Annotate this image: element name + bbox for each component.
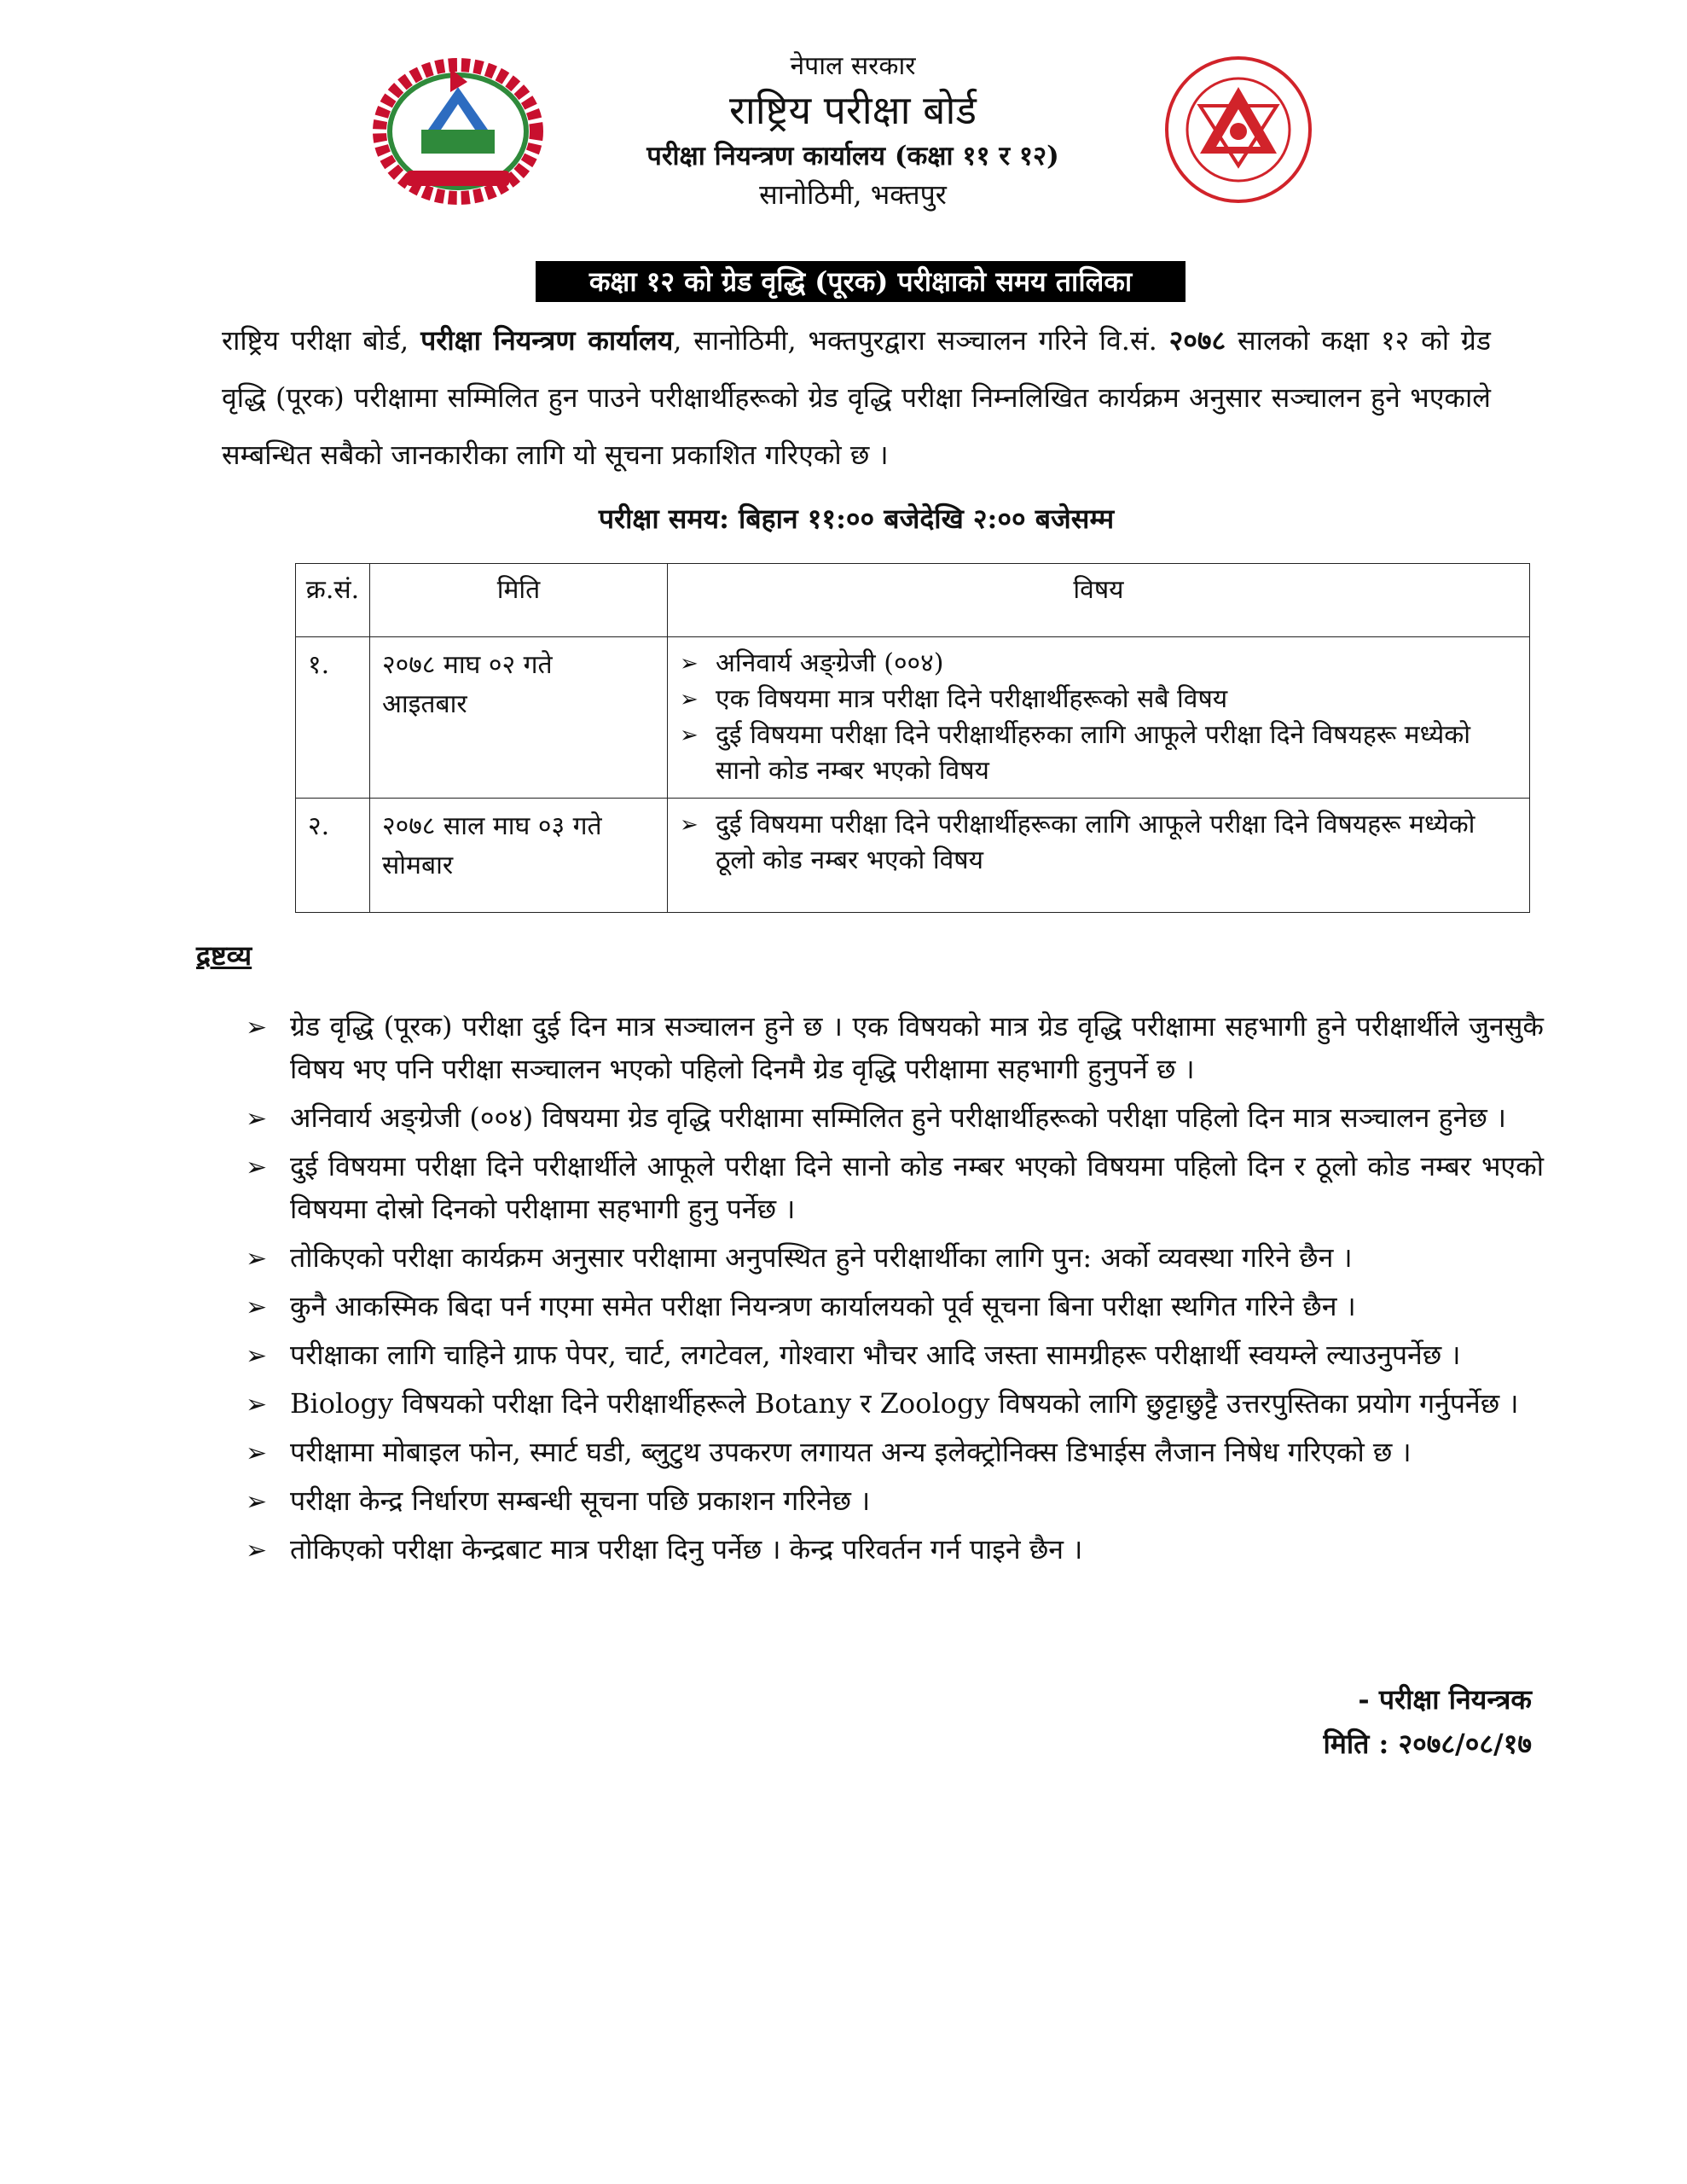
arrow-bullet-icon: ➢ bbox=[246, 1292, 268, 1322]
government-name: नेपाल सरकार bbox=[790, 51, 916, 81]
intro-text: , सानोठिमी, भक्तपुरद्वारा सञ्चालन गरिने वि.सं. bbox=[673, 324, 1169, 357]
notes-heading: द्रष्टव्य bbox=[196, 939, 252, 972]
row-sn: २. bbox=[296, 799, 370, 913]
list-item bbox=[246, 1431, 1544, 1473]
letterhead bbox=[546, 49, 1160, 213]
note-text: ग्रेड वृद्धि (पूरक) परीक्षा दुई दिन मात्र सञ्चालन हुने छ । एक विषयको मात्र ग्रेड वृद्धि परीक्षामा सहभागी हुने परीक्षार्थीले जुनसुकै विषय भए पनि परीक्षा सञ्चालन भएको पहिलो दिनमै ग्रेड वृद्धि परीक्षामा सहभागी हुनुपर्ने छ । bbox=[290, 1010, 1544, 1085]
arrow-bullet-icon: ➢ bbox=[246, 1244, 268, 1274]
list-item bbox=[246, 1236, 1544, 1279]
intro-text: राष्ट्रिय परीक्षा बोर्ड, bbox=[222, 324, 421, 357]
row-subjects bbox=[668, 637, 1530, 799]
note-text: तोकिएको परीक्षा केन्द्रबाट मात्र परीक्षा दिनु पर्नेछ । केन्द्र परिवर्तन गर्न पाइने छैन । bbox=[290, 1533, 1083, 1565]
row-day: सोमबार bbox=[382, 851, 454, 880]
subject-text: दुई विषयमा परीक्षा दिने परीक्षार्थीहरुका लागि आफूले परीक्षा दिने विषयहरू मध्येको सानो कोड नम्बर भएको विषय bbox=[716, 720, 1471, 786]
arrow-bullet-icon: ➢ bbox=[680, 812, 699, 838]
arrow-bullet-icon: ➢ bbox=[246, 1013, 268, 1043]
note-text: परीक्षामा मोबाइल फोन, स्मार्ट घडी, ब्लुटुथ उपकरण लगायत अन्य इलेक्ट्रोनिक्स डिभाईस लैजान निषेध गरिएको छ । bbox=[290, 1436, 1412, 1468]
table-row bbox=[296, 799, 1530, 913]
subject-list bbox=[680, 646, 1517, 789]
note-text: परीक्षा केन्द्र निर्धारण सम्बन्धी सूचना पछि प्रकाशन गरिनेछ । bbox=[290, 1484, 871, 1517]
note-text: Biology विषयको परीक्षा दिने परीक्षार्थीहरूले Botany र Zoology विषयको लागि छुट्टाछुट्टै उत्तरपुस्तिका प्रयोग गर्नुपर्नेछ । bbox=[290, 1387, 1519, 1420]
note-text: दुई विषयमा परीक्षा दिने परीक्षार्थीले आफूले परीक्षा दिने सानो कोड नम्बर भएको विषयमा पहिलो दिन र ठूलो कोड नम्बर भएको विषयमा दोस्रो दिनको परीक्षामा सहभागी हुनु पर्नेछ । bbox=[290, 1150, 1544, 1225]
arrow-bullet-icon: ➢ bbox=[680, 723, 699, 748]
issue-date: मिति : २०७८/०८/१७ bbox=[1323, 1728, 1532, 1760]
list-item bbox=[680, 807, 1517, 879]
schedule-table bbox=[295, 563, 1530, 913]
office-name: परीक्षा नियन्त्रण कार्यालय (कक्षा ११ र १२) bbox=[646, 141, 1059, 171]
arrow-bullet-icon: ➢ bbox=[246, 1341, 268, 1371]
list-item bbox=[246, 1145, 1544, 1230]
subject-list bbox=[680, 807, 1517, 879]
list-item bbox=[680, 646, 1517, 682]
list-item bbox=[246, 1382, 1544, 1425]
list-item bbox=[680, 717, 1517, 789]
intro-text: सालको कक्षा १२ को ग्रेड वृद्धि (पूरक) परीक्षामा सम्मिलित हुन पाउने परीक्षार्थीहरूको ग्रेड वृद्धि परीक्षा निम्नलिखित कार्यक्रम अनुसार सञ्चालन हुने भएकाले सम्बन्धित सबैको जानकारीका लागि यो सूचना प्रकाशित गरिएको छ । bbox=[222, 324, 1492, 471]
intro-paragraph bbox=[222, 312, 1491, 484]
signature-block bbox=[1323, 1677, 1532, 1766]
note-text: कुनै आकस्मिक बिदा पर्न गएमा समेत परीक्षा नियन्त्रण कार्यालयको पूर्व सूचना बिना परीक्षा स्थगित गरिने छैन । bbox=[290, 1290, 1356, 1322]
row-date-cell bbox=[370, 799, 668, 913]
row-day: आइतबार bbox=[382, 689, 467, 719]
intro-year-bold: २०७८ bbox=[1168, 324, 1226, 357]
list-item bbox=[246, 1528, 1544, 1571]
row-subjects bbox=[668, 799, 1530, 913]
arrow-bullet-icon: ➢ bbox=[680, 687, 699, 712]
subject-text: दुई विषयमा परीक्षा दिने परीक्षार्थीहरूका लागि आफूले परीक्षा दिने विषयहरू मध्येको ठूलो कोड नम्बर भएको विषय bbox=[716, 810, 1475, 875]
notes-list bbox=[246, 1005, 1544, 1577]
header-sn: क्र.सं. bbox=[296, 564, 370, 637]
arrow-bullet-icon: ➢ bbox=[246, 1487, 268, 1517]
board-name: राष्ट्रिय परीक्षा बोर्ड bbox=[729, 87, 977, 133]
nepal-emblem-icon bbox=[368, 53, 548, 206]
list-item bbox=[246, 1333, 1544, 1376]
row-date: २०७८ साल माघ ०३ गते bbox=[382, 811, 602, 841]
arrow-bullet-icon: ➢ bbox=[246, 1536, 268, 1565]
note-text: अनिवार्य अङ्ग्रेजी (००४) विषयमा ग्रेड वृद्धि परीक्षामा सम्मिलित हुने परीक्षार्थीहरूको परीक्षा पहिलो दिन मात्र सञ्चालन हुनेछ । bbox=[290, 1101, 1507, 1134]
signer-title: - परीक्षा नियन्त्रक bbox=[1358, 1683, 1532, 1716]
arrow-bullet-icon: ➢ bbox=[246, 1104, 268, 1134]
list-item bbox=[680, 682, 1517, 717]
list-item bbox=[246, 1005, 1544, 1090]
table-header-row bbox=[296, 564, 1530, 637]
list-item bbox=[246, 1285, 1544, 1327]
table-row bbox=[296, 637, 1530, 799]
list-item bbox=[246, 1479, 1544, 1522]
row-sn: १. bbox=[296, 637, 370, 799]
arrow-bullet-icon: ➢ bbox=[680, 651, 699, 677]
arrow-bullet-icon: ➢ bbox=[246, 1438, 268, 1468]
intro-office-bold: परीक्षा नियन्त्रण कार्यालय bbox=[420, 324, 674, 357]
exam-board-seal-icon bbox=[1162, 53, 1315, 206]
note-text: तोकिएको परीक्षा कार्यक्रम अनुसार परीक्षामा अनुपस्थित हुने परीक्षार्थीका लागि पुन: अर्को व्यवस्था गरिने छैन । bbox=[290, 1241, 1353, 1274]
office-address: सानोठिमी, भक्तपुर bbox=[759, 178, 947, 211]
list-item bbox=[246, 1096, 1544, 1139]
notice-title: कक्षा १२ को ग्रेड वृद्धि (पूरक) परीक्षाको समय तालिका bbox=[536, 261, 1186, 302]
exam-time: परीक्षा समय: बिहान ११:०० बजेदेखि २:०० बजेसम्म bbox=[598, 502, 1115, 535]
note-text: परीक्षाका लागि चाहिने ग्राफ पेपर, चार्ट, लगटेवल, गोश्वारा भौचर आदि जस्ता सामग्रीहरू परीक्षार्थी स्वयम्ले ल्याउनुपर्नेछ । bbox=[290, 1339, 1461, 1371]
subject-text: एक विषयमा मात्र परीक्षा दिने परीक्षार्थीहरूको सबै विषय bbox=[716, 684, 1228, 714]
header-date: मिति bbox=[370, 564, 668, 637]
arrow-bullet-icon: ➢ bbox=[246, 1153, 268, 1182]
row-date: २०७८ माघ ०२ गते bbox=[382, 650, 553, 680]
header-subject: विषय bbox=[668, 564, 1530, 637]
subject-text: अनिवार्य अङ्ग्रेजी (००४) bbox=[716, 648, 944, 678]
arrow-bullet-icon: ➢ bbox=[246, 1390, 268, 1420]
row-date-cell bbox=[370, 637, 668, 799]
